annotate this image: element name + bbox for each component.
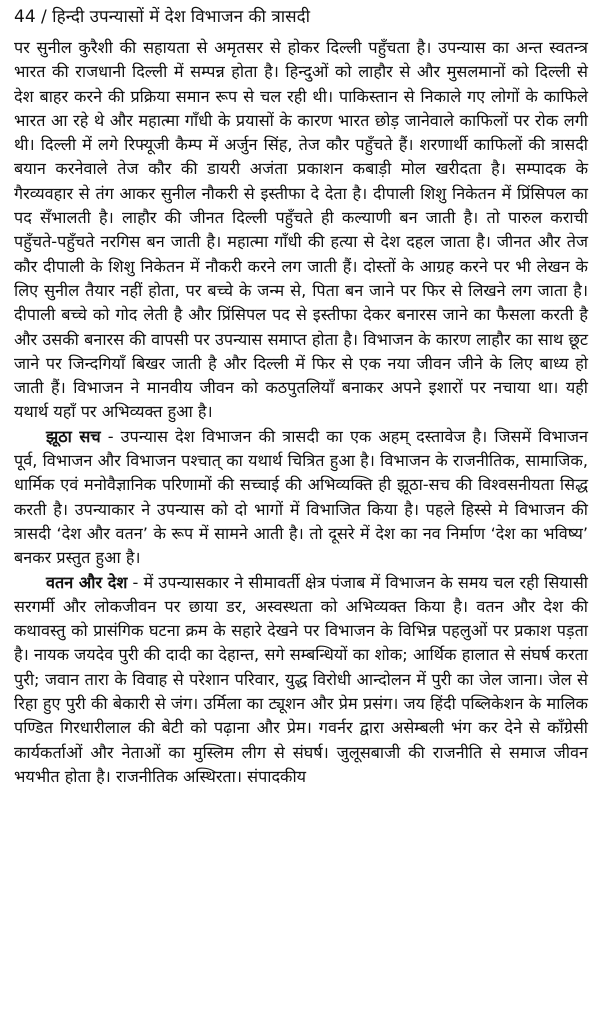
book-page [14,6,588,789]
running-header: 44 / हिन्दी उपन्यासों में देश विभाजन की त्रासदी [14,7,311,27]
paragraph-1 [14,36,588,425]
paragraph-jhutha-sach [14,425,588,571]
watan-aur-desh-text: - में उपन्यासकार ने सीमावर्ती क्षेत्र पंजाब में विभाजन के समय चल रही सियासी सरगर्मी और लोकजीवन पर छाया डर, अस्वस्थता को अभिव्यक्त किया है। वतन और देश की कथावस्तु को प्रासंगिक घटना क्रम के सहारे देखने पर विभाजन के विभिन्न पहलुओं पर प्रकाश पड़ता है। नायक जयदेव पुरी की दादी का देहान्त, सगे सम्बन्धियों का शोक; आर्थिक हालात से संघर्ष करता पुरी; जवान तारा के विवाह से परेशान परिवार, युद्ध विरोधी आन्दोलन में पुरी का जेल जाना। जेल से रिहा हुए पुरी की बेकारी से जंग। उर्मिला का ट्यूशन और प्रेम प्रसंग। जय हिंदी पब्लिकेशन के मालिक पण्डित गिरधारीलाल की बेटी को पढ़ाना और प्रेम। गवर्नर द्वारा असेम्बली भंग कर देने से काँग्रेसी कार्यकर्ताओं और नेताओं का मुस्लिम लीग से संघर्ष। जुलूसबाजी की राजनीति से समाज जीवन भयभीत होता है। राजनीतिक अस्थिरता। संपादकीय [14,572,588,786]
jhutha-sach-heading: झूठा सच [46,426,101,446]
paragraph-watan-aur-desh [14,571,588,790]
jhutha-sach-text: - उपन्यास देश विभाजन की त्रासदी का एक अहम् दस्तावेज है। जिसमें विभाजन पूर्व, विभाजन और विभाजन पश्चात् का यथार्थ चित्रित हुआ है। विभाजन के राजनीतिक, सामाजिक, धार्मिक एवं मनोवैज्ञानिक परिणामों की सच्चाई की अभिव्यक्ति ही झूठा-सच की विश्वसनीयता सिद्ध करती है। उपन्याकार ने उपन्यास को दो भागों में विभाजित किया है। पहले हिस्से मे विभाजन की त्रासदी ‘देश और वतन’ के रूप में सामने आती है। तो दूसरे में देश का नव निर्माण ‘देश का भविष्य’ बनकर प्रस्तुत हुआ है। [14,426,589,568]
watan-aur-desh-heading: वतन और देश [46,572,128,592]
paragraph-1-text: पर सुनील कुरैशी की सहायता से अमृतसर से होकर दिल्ली पहुँचता है। उपन्यास का अन्त स्वतन्त्र भारत की राजधानी दिल्ली में सम्पन्न होता है। हिन्दुओं को लाहौर से और मुसलमानों को दिल्ली से देश बाहर करने की प्रक्रिया समान रूप से चल रही थी। पाकिस्तान से निकाले गए लोगों के काफिले भारत आ रहे थे और महात्मा गाँधी के प्रयासों के कारण भारत छोड़ जानेवाले काफिलों पर रोक लगी थी। दिल्ली में लगे रिफ्यूजी कैम्प में अर्जुन सिंह, तेज कौर पहुँचते हैं। शरणार्थी काफिलों की त्रासदी बयान करनेवाले तेज कौर की डायरी अजंता प्रकाशन कबाड़ी मोल खरीदता है। सम्पादक के गैरव्यवहार से तंग आकर सुनील नौकरी से इस्तीफा दे देता है। दीपाली शिशु निकेतन में प्रिंसिपल का पद सँभालती है। लाहौर की जीनत दिल्ली पहुँचते ही कल्याणी बन जाती है। तो पारुल कराची पहुँचते-पहुँचते नरगिस बन जाती है। महात्मा गाँधी की हत्या से देश दहल जाता है। जीनत और तेज कौर दीपाली के शिशु निकेतन में नौकरी करने लग जाती हैं। दोस्तों के आग्रह करने पर भी लेखन के लिए सुनील तैयार नहीं होता, पर बच्चे के जन्म से, पिता बन जाने पर फिर से लिखने लग जाता है। दीपाली बच्चे को गोद लेती है और प्रिंसिपल पद से इस्तीफा देकर बनारस जाने का फैसला करती है और उसकी बनारस की वापसी पर उपन्यास समाप्त होता है। विभाजन के कारण लाहौर का साथ छूट जाने पर जिन्दगियाँ बिखर जाती है और दिल्ली में फिर से एक नया जीवन जीने के लिए बाध्य हो जाती हैं। विभाजन ने मानवीय जीवन को कठपुतलियाँ बनाकर अपने इशारों पर नचाया था। यही यथार्थ यहाँ पर अभिव्यक्त हुआ है। [14,38,588,422]
